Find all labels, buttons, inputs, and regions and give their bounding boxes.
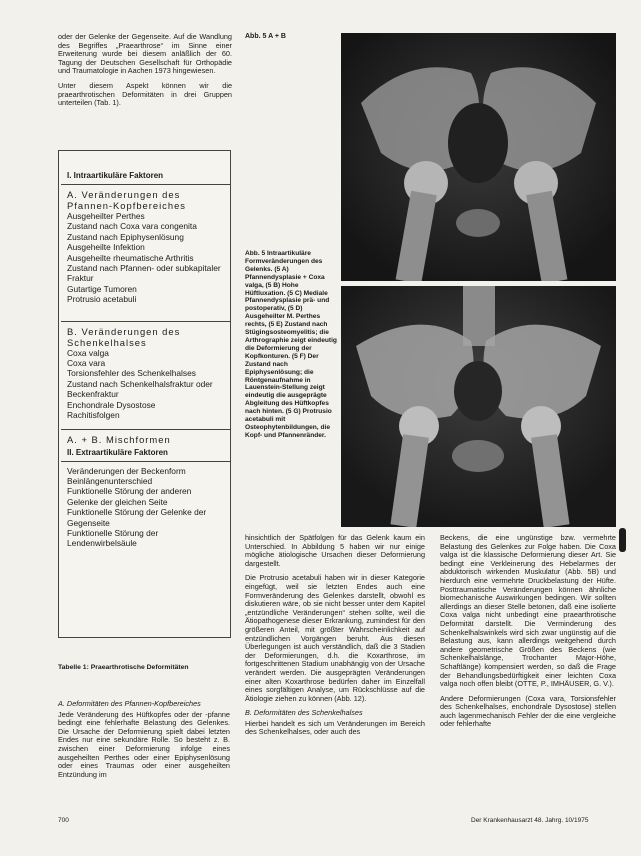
intro-text [58, 33, 232, 114]
table-divider [61, 461, 230, 462]
intro-paragraph-1: oder der Gelenke der Gegenseite. Auf die Wandlung des Begriffes „Praearthrose“ im Sinne einer Erweiterung wurde bei diesem anläßlich der 60. Tagung der Deutschen Gesellschaft für Orthopädie und Traumatologie in Aachen 1973 hingewiesen. [58, 32, 232, 76]
table-subheading-a: A. Veränderungen des Pfannen-Kopfbereiches [67, 189, 186, 211]
right-paragraph-2: Andere Deformierungen (Coxa vara, Torsionsfehler des Schenkelhalses, enchondrale Dysostose) stellen auch lagenmechanisch Fehler der die eine vergleiche oder fehlerhafte [440, 693, 616, 729]
table-item: Ausgeheilter Perthes [67, 211, 145, 221]
table-item: Zustand nach Epiphysenlösung [67, 231, 184, 242]
table-item: Gutartige Tumoren [67, 283, 137, 294]
table-item: Enchondrale Dysostose [67, 399, 156, 410]
page-edge-mark [619, 528, 626, 552]
table-1 [58, 150, 231, 638]
table-divider [61, 184, 230, 185]
right-column [440, 534, 616, 735]
table-item: Coxa valga [67, 347, 109, 358]
section-a [58, 700, 230, 785]
table-item: Funktionelle Störung der Gelenke der Gegenseite [67, 507, 207, 528]
table-item: Funktionelle Störung der Lendenwirbelsäule [67, 527, 159, 549]
xray-image-top [341, 33, 616, 281]
table-item: Beinlängenunterschied [67, 475, 153, 486]
section-b-heading: B. Deformitäten des Schenkelhalses [245, 708, 363, 718]
table-item: Zustand nach Pfannen- oder subkapitaler Fraktur [67, 263, 221, 284]
table-item: Protrusio acetabuli [67, 294, 137, 305]
middle-paragraph-2: Die Protrusio acetabuli haben wir in dieser Kategorie eingefügt, weil sie letzten Endes auch eine Formveränderung des Gelenkes darstellt, obwohl es diskutieren wäre, ob sie nicht besser unter dem Kapitel „entzündliche Veränderungen“ stehen sollte, weil die Ätiopathogenese dieser Erkrankung, zumindest für den größeren Anteil, mit größter Wahrscheinlichkeit auf entzündlichen Vorgängen beruht. Aus diesen Überlegungen ist auch verständlich, daß die 3 Stadien der Deformierungen, d.h. die Koxarthrose, im fortgeschrittenen Stadium unabhängig von der Ursache verändert werden. Die ausgeprägten Veränderungen einer alten Koxarthrose bedürfen daher im Einzelfall eines sorgfältigen Analyse, um Rückschlüsse auf die Ätiologie ziehen zu können (Abb. 12). [245, 573, 425, 703]
figure-label: Abb. 5 A + B [245, 33, 286, 40]
intro-paragraph-2: Unter diesem Aspekt können wir die praearthrotischen Deformitäten in drei Gruppen unterteilen (Tab. 1). [58, 80, 232, 108]
figure-5 [341, 33, 616, 527]
table-caption: Tabelle 1: Praearthrotische Deformitäten [58, 664, 189, 671]
table-divider [61, 429, 230, 430]
right-paragraph-1: Beckens, die eine ungünstige bzw. vermehrte Belastung des Gelenkes zur Folge haben. Die Coxa valga ist die klassische Deformierung dieser Art. Sie bedingt eine Verkleinerung des Hebelarmes der abduktorisch wirkenden Muskulatur (Abb. 5B) und hierdurch eine vermehrte Druckbelastung der Hüfte. Posttraumatische Veränderungen können ähnliche biomechanische Auswirkungen bedingen. Wir sollten allerdings an dieser Stelle betonen, daß eine isolierte Coxa valga nicht unbedingt eine praearthrotische Deformität darstellt. Die Verminderung des Schenkelhalswinkels wird sich zwar ungünstig auf die Belastung aus, kann allerdings weitgehend durch andere geometrische Größen des Beckens (wie Schenkelhalslänge, Trochanter Major-Höhe, Schaftlänge) kompensiert werden, so daß die Frage der Behandlungsbedürftigkeit einer leichten Coxa valga noch offen bleibt (OTTE, P., IMHÄUSER, G. V.). [440, 533, 616, 689]
table-item: Zustand nach Schenkelhalsfraktur oder Beckenfraktur [67, 378, 213, 400]
table-heading-extraarticular: II. Extraartikuläre Faktoren [67, 447, 168, 457]
table-item: Veränderungen der Beckenform [67, 465, 186, 476]
table-item: Ausgeheilte rheumatische Arthritis [67, 252, 194, 263]
section-a-heading: A. Deformitäten des Pfannen-Kopfbereiches [58, 699, 201, 708]
table-item: Funktionelle Störung der anderen Gelenke der gleichen Seite [67, 486, 192, 507]
table-heading-intraarticular: I. Intraartikuläre Faktoren [67, 171, 164, 180]
table-divider [61, 321, 230, 322]
middle-paragraph-1: hinsichtlich der Spätfolgen für das Gelenk kaum ein Unterschied. In Abbildung 5 haben wir nur einige mögliche ätiologische Ursachen dieser Deformierung dargestellt. [245, 533, 425, 568]
xray-image-bottom [341, 286, 616, 527]
table-item: Zustand nach Coxa vara congenita [67, 221, 197, 232]
table-item: Ausgeheilte Infektion [67, 242, 145, 253]
table-item: Coxa vara [67, 358, 106, 369]
table-item: Torsionsfehler des Schenkelhalses [67, 368, 196, 379]
table-subheading-b: B. Veränderungen des Schenkelhalses [67, 325, 181, 348]
figure-caption: Abb. 5 Intraartikuläre Formveränderungen des Gelenks. (5 A) Pfannendysplasie + Coxa valga, (5 B) Hohe Hüftluxation. (5 C) Mediale Pfannendysplasie prä- und postoperativ, (5 D) Ausgeheilter M. Perthes rechts, (5 E) Zustand nach Stügingsosteomyelitis; die Arthrographie zeigt eindeutig die Deformierung der Kopfkonturen. (5 F) Der Zustand nach Epiphysenlösung; die Röntgenaufnahme in Lauenstein-Stellung zeigt eindeutig die ausgeprägte Abgleitung des Hüftkopfes nach hinten. (5 G) Protrusio acetabuli mit Osteophytenbildungen, die Kopf- und Pfannenränder. [245, 250, 337, 439]
middle-column [245, 534, 425, 743]
page-number: 700 [58, 817, 69, 824]
middle-paragraph-3: Hierbei handelt es sich um Veränderungen im Bereich des Schenkelhalses, oder auch des [245, 718, 425, 737]
journal-footer: Der Krankenhausarzt 48. Jahrg. 10/1975 [471, 817, 589, 824]
table-subheading-mix: A. + B. Mischformen [67, 433, 171, 445]
table-item: Rachitisfolgen [67, 410, 120, 421]
section-a-body: Jede Veränderung des Hüftkopfes oder der -pfanne bedingt eine fehlerhafte Belastung des Gelenkes. Die Ursache der Deformierung spielt dabei letzten Endes nur eine sekundäre Rolle. So besteht z. B. zwischen einer Deformierung infolge eines ausgeheilten Perthes oder einer Epiphysenlösung oder eines Traumas oder einer ausgeheilten Entzündung im [58, 709, 230, 779]
